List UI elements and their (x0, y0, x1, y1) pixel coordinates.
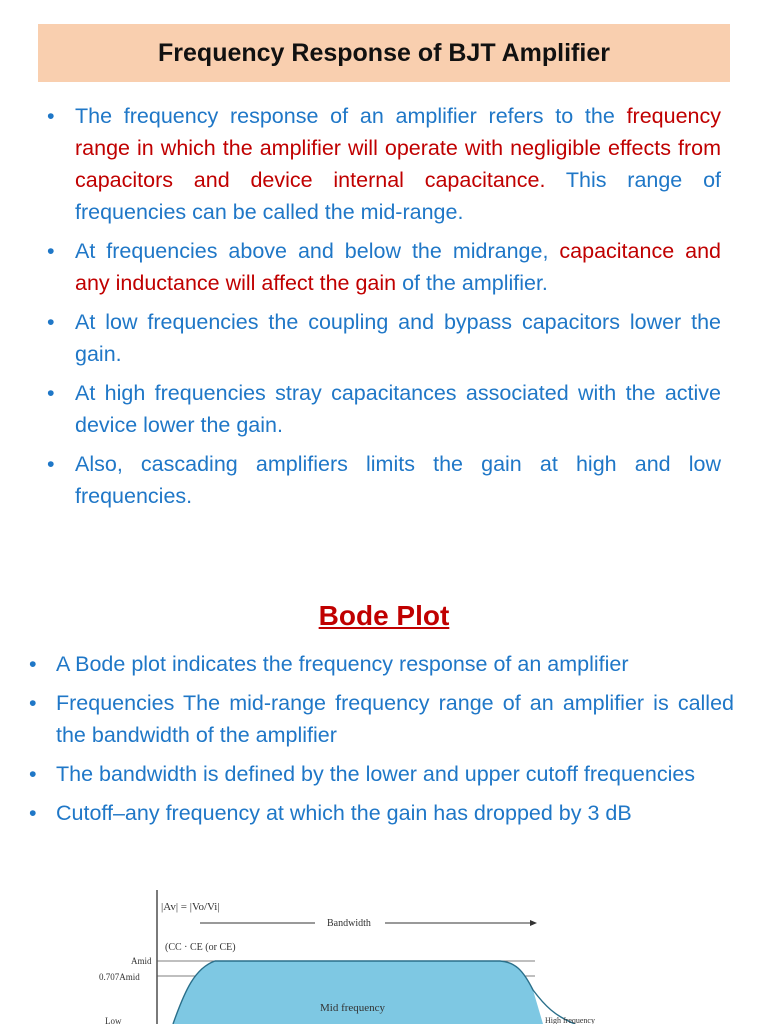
list-item (47, 235, 721, 299)
bullet-text: of the amplifier. (396, 271, 548, 295)
bullet-text: Also, cascading amplifiers limits the gain at high and low frequencies. (75, 452, 721, 508)
bullet-text: The frequency response of an amplifier refers to the (75, 104, 627, 128)
section-title: Bode Plot (318, 600, 450, 631)
bode-plot-figure (95, 880, 655, 1024)
list-item (47, 377, 721, 441)
highlight-text: capacitance and any inductance will affect the gain (75, 239, 721, 295)
intro-bullet-list (47, 100, 721, 519)
section-heading (0, 600, 768, 632)
bullet-icon: • (29, 691, 37, 715)
list-item (29, 687, 734, 751)
amid-label: Amid (131, 956, 152, 966)
list-item (29, 758, 734, 790)
high-frequency-label: High frequency (545, 1016, 595, 1024)
gain-formula: |Av| = |Vo/Vi| (161, 901, 220, 913)
page-title: Frequency Response of BJT Amplifier (158, 38, 610, 67)
bullet-icon: • (29, 762, 37, 786)
title-bar (38, 24, 730, 82)
list-item (47, 100, 721, 228)
list-item (47, 306, 721, 370)
bullet-text: This range of frequencies can be called the mid-range. (75, 168, 721, 224)
bullet-icon: • (47, 452, 55, 476)
capacitor-label: (CC · CE (or CE) (165, 942, 236, 953)
bode-plot-graphic (95, 880, 655, 1024)
bullet-icon: • (47, 104, 55, 128)
list-item (29, 648, 734, 680)
bullet-icon: • (29, 801, 37, 825)
amid-707-label: 0.707Amid (99, 972, 140, 982)
list-item (29, 797, 734, 829)
bullet-text: Cutoff–any frequency at which the gain has dropped by 3 dB (56, 801, 632, 825)
bullet-icon: • (47, 239, 55, 263)
bullet-text: At high frequencies stray capacitances associated with the active device lower the gain. (75, 381, 721, 437)
low-label: Low (105, 1016, 122, 1024)
response-area (173, 961, 543, 1024)
bullet-text: At frequencies above and below the midrange, (75, 239, 560, 263)
bullet-text: At low frequencies the coupling and bypass capacitors lower the gain. (75, 310, 721, 366)
bullet-icon: • (47, 381, 55, 405)
bandwidth-label: Bandwidth (327, 918, 371, 929)
bullet-text: Frequencies The mid-range frequency range of an amplifier is called the bandwidth of the amplifier (56, 691, 734, 747)
bullet-icon: • (29, 652, 37, 676)
bullet-text: A Bode plot indicates the frequency response of an amplifier (56, 652, 629, 676)
arrowhead-icon (530, 920, 537, 926)
bode-bullet-list (29, 648, 734, 836)
highlight-text: frequency range in which the amplifier will operate with negligible effects from capacitors and device internal capacitance. (75, 104, 721, 192)
bullet-icon: • (47, 310, 55, 334)
mid-frequency-label: Mid frequency (320, 1002, 386, 1014)
bullet-text: The bandwidth is defined by the lower and upper cutoff frequencies (56, 762, 696, 786)
list-item (47, 448, 721, 512)
